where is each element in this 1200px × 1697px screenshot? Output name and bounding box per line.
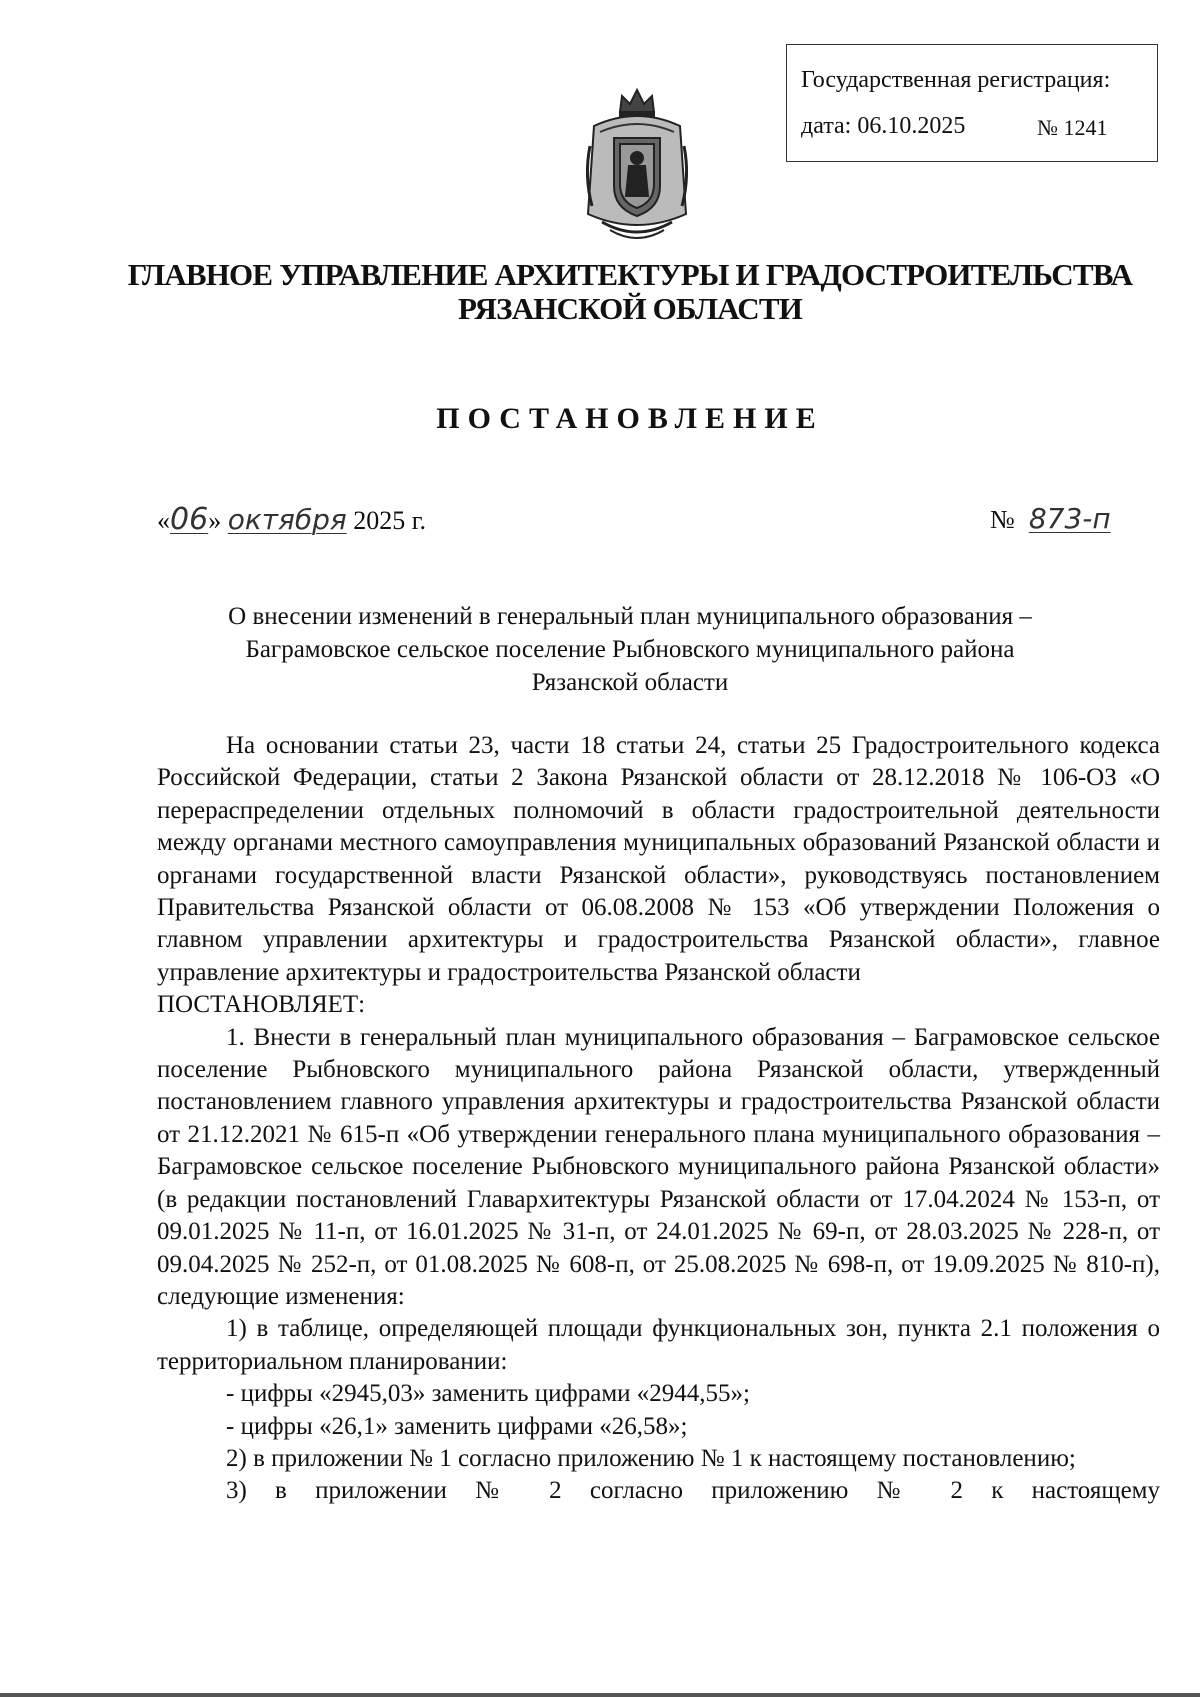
date-open-quote: « (157, 506, 170, 535)
resolves-word: ПОСТАНОВЛЯЕТ: (157, 991, 366, 1019)
subitem-1-paragraph: 1) в таблице, определяющей площади функциональных зон, пункта 2.1 положения о территориальном планировании: (157, 1315, 1160, 1375)
subject-line2: Баграмовское сельское поселение Рыбновского муниципального района (245, 636, 1015, 663)
date-month-handwritten: октября (227, 503, 347, 536)
document-number (990, 502, 1111, 535)
dash-item-1: - цифры «2945,03» заменить цифрами «2944,55»; (226, 1380, 750, 1408)
page-bottom-edge (0, 1693, 1200, 1697)
organization-title-line1: ГЛАВНОЕ УПРАВЛЕНИЕ АРХИТЕКТУРЫ И ГРАДОСТРОИТЕЛЬСТВА (127, 257, 1133, 292)
coat-of-arms-icon (582, 86, 692, 246)
date-year: 2025 г. (353, 506, 427, 535)
document-date (157, 502, 426, 537)
registration-title: Государственная регистрация: (801, 67, 1111, 93)
dash-item-2: - цифры «26,1» заменить цифрами «26,58»; (226, 1412, 688, 1440)
document-subject (160, 600, 1100, 699)
subject-line1: О внесении изменений в генеральный план муниципального образования – (228, 603, 1032, 630)
subitem-2-paragraph: 2) в приложении № 1 согласно приложению № 1 к настоящему постановлению; (226, 1444, 1076, 1472)
number-handwritten: 873-п (1028, 502, 1111, 535)
organization-title-line2: РЯЗАНСКОЙ ОБЛАСТИ (457, 291, 803, 326)
date-close-quote: » (208, 506, 222, 535)
subitem-3-paragraph: 3) в приложении № 2 согласно приложению № 2 к настоящему (226, 1477, 1160, 1505)
document-body (157, 730, 1160, 1508)
registration-number: № 1241 (1037, 115, 1108, 140)
preamble-paragraph: На основании статьи 23, части 18 статьи 24, статьи 25 Градостроительного кодекса Российской Федерации, статьи 2 Закона Рязанской области от 28.12.2018 № 106-ОЗ «О перераспределении отдельных полномочий в области градостроительной деятельности между органами местного самоуправления муниципальных образований Рязанской области и органами государственной власти Рязанской области», руководствуясь постановлением Правительства Рязанской области от 06.08.2008 № 153 «Об утверждении Положения о главном управлении архитектуры и градостроительства Рязанской области», главное управление архитектуры и градостроительства Рязанской области (157, 732, 1160, 986)
item-1-paragraph: 1. Внести в генеральный план муниципального образования – Баграмовское сельское поселение Рыбновского муниципального района Рязанской области, утвержденный постановлением главного управления архитектуры и градостроительства Рязанской области от 21.12.2021 № 615-п «Об утверждении генерального плана муниципального образования – Баграмовское сельское поселение Рыбновского муниципального района Рязанской области» (в редакции постановлений Главархитектуры Рязанской области от 17.04.2024 № 153-п, от 09.01.2025 № 11-п, от 16.01.2025 № 31-п, от 24.01.2025 № 69-п, от 28.03.2025 № 228-п, от 09.04.2025 № 252-п, от 01.08.2025 № 608-п, от 25.08.2025 № 698-п, от 19.09.2025 № 810-п), следующие изменения: (157, 1023, 1160, 1310)
registration-date: дата: 06.10.2025 (801, 113, 966, 139)
date-day-handwritten: 06 (170, 502, 209, 537)
registration-stamp-box (786, 44, 1158, 162)
number-prefix: № (990, 505, 1015, 534)
organization-title (0, 258, 1200, 326)
document-type-heading: ПОСТАНОВЛЕНИЕ (436, 402, 824, 435)
subject-line3: Рязанской области (531, 669, 729, 696)
